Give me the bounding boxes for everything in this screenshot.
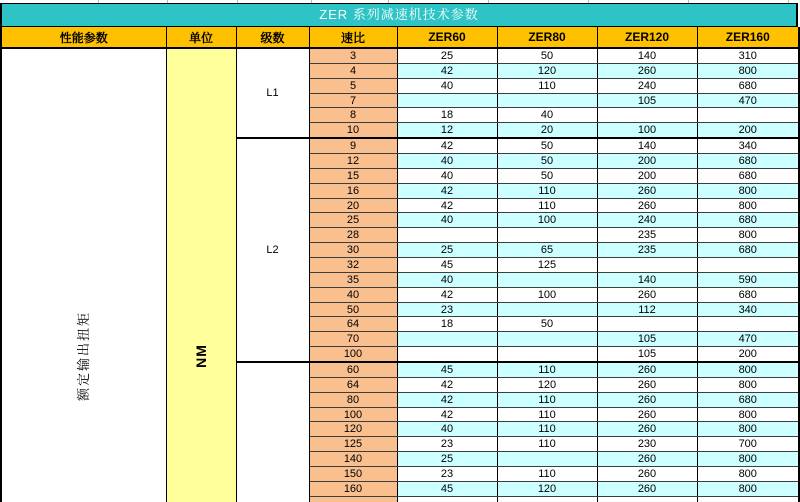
- ratio-cell[interactable]: 20: [309, 198, 397, 213]
- value-cell-ZER120[interactable]: 260: [597, 198, 697, 213]
- value-cell-ZER60[interactable]: 42: [397, 63, 497, 78]
- value-cell-ZER120[interactable]: [597, 258, 697, 273]
- value-cell-ZER60[interactable]: 40: [397, 78, 497, 93]
- ratio-cell[interactable]: 70: [309, 332, 397, 347]
- value-cell-ZER80[interactable]: 110: [497, 437, 597, 452]
- value-cell-ZER60[interactable]: [397, 93, 497, 108]
- ratio-cell[interactable]: 30: [309, 243, 397, 258]
- value-cell-ZER160[interactable]: [697, 317, 799, 332]
- value-cell-ZER80[interactable]: 110: [497, 362, 597, 377]
- value-cell-ZER60[interactable]: 40: [397, 154, 497, 169]
- value-cell-ZER80[interactable]: 120: [497, 481, 597, 496]
- value-cell-ZER80[interactable]: 40: [497, 108, 597, 123]
- ratio-cell[interactable]: 60: [309, 362, 397, 377]
- value-cell-ZER80[interactable]: 120: [497, 63, 597, 78]
- value-cell-ZER120[interactable]: [597, 317, 697, 332]
- value-cell-ZER160[interactable]: 340: [697, 302, 799, 317]
- ratio-cell[interactable]: 100: [309, 347, 397, 362]
- value-cell-ZER60[interactable]: 42: [397, 198, 497, 213]
- value-cell-ZER120[interactable]: 112: [597, 302, 697, 317]
- value-cell-ZER60[interactable]: 42: [397, 183, 497, 198]
- value-cell-ZER60[interactable]: 23: [397, 467, 497, 482]
- ratio-cell[interactable]: 4: [309, 63, 397, 78]
- value-cell-ZER80[interactable]: 50: [497, 138, 597, 153]
- value-cell-ZER120[interactable]: 235: [597, 228, 697, 243]
- ratio-cell[interactable]: 160: [309, 481, 397, 496]
- performance-parameter-cell[interactable]: [1, 48, 166, 502]
- value-cell-ZER160[interactable]: [697, 496, 799, 502]
- value-cell-ZER80[interactable]: 125: [497, 258, 597, 273]
- value-cell-ZER80[interactable]: 120: [497, 377, 597, 392]
- value-cell-ZER60[interactable]: 42: [397, 287, 497, 302]
- value-cell-ZER120[interactable]: 140: [597, 138, 697, 153]
- value-cell-ZER160[interactable]: 680: [697, 243, 799, 258]
- value-cell-ZER80[interactable]: 100: [497, 213, 597, 228]
- ratio-cell[interactable]: 10: [309, 123, 397, 138]
- ratio-cell[interactable]: 5: [309, 78, 397, 93]
- value-cell-ZER160[interactable]: 700: [697, 437, 799, 452]
- value-cell-ZER60[interactable]: 42: [397, 138, 497, 153]
- value-cell-ZER160[interactable]: 470: [697, 93, 799, 108]
- value-cell-ZER60[interactable]: 40: [397, 168, 497, 183]
- value-cell-ZER80[interactable]: [497, 332, 597, 347]
- value-cell-ZER160[interactable]: 800: [697, 467, 799, 482]
- value-cell-ZER160[interactable]: 470: [697, 332, 799, 347]
- value-cell-ZER80[interactable]: 20: [497, 123, 597, 138]
- value-cell-ZER60[interactable]: [397, 228, 497, 243]
- value-cell-ZER120[interactable]: 260: [597, 407, 697, 422]
- value-cell-ZER160[interactable]: 340: [697, 138, 799, 153]
- value-cell-ZER60[interactable]: [397, 347, 497, 362]
- value-cell-ZER80[interactable]: 100: [497, 287, 597, 302]
- value-cell-ZER60[interactable]: 40: [397, 272, 497, 287]
- value-cell-ZER160[interactable]: 200: [697, 123, 799, 138]
- rated-output-torque-label: 额定输出扭矩: [75, 310, 91, 402]
- value-cell-ZER80[interactable]: 50: [497, 48, 597, 63]
- ratio-cell[interactable]: 140: [309, 452, 397, 467]
- ratio-cell[interactable]: 28: [309, 228, 397, 243]
- ratio-cell[interactable]: 9: [309, 138, 397, 153]
- value-cell-ZER160[interactable]: 680: [697, 213, 799, 228]
- ratio-cell[interactable]: 8: [309, 108, 397, 123]
- column-header-ZER160[interactable]: ZER160: [697, 27, 799, 48]
- table-title: ZER 系列减速机技术参数: [0, 3, 798, 27]
- value-cell-ZER160[interactable]: [697, 108, 799, 123]
- value-cell-ZER120[interactable]: 260: [597, 481, 697, 496]
- value-cell-ZER80[interactable]: [497, 272, 597, 287]
- value-cell-ZER120[interactable]: 105: [597, 332, 697, 347]
- ratio-cell[interactable]: 32: [309, 258, 397, 273]
- value-cell-ZER120[interactable]: 260: [597, 392, 697, 407]
- value-cell-ZER120[interactable]: 230: [597, 437, 697, 452]
- value-cell-ZER160[interactable]: 590: [697, 272, 799, 287]
- value-cell-ZER80[interactable]: 50: [497, 168, 597, 183]
- ratio-cell[interactable]: 50: [309, 302, 397, 317]
- value-cell-ZER160[interactable]: 800: [697, 452, 799, 467]
- value-cell-ZER60[interactable]: 18: [397, 108, 497, 123]
- value-cell-ZER60[interactable]: 42: [397, 392, 497, 407]
- value-cell-ZER60[interactable]: 23: [397, 437, 497, 452]
- value-cell-ZER120[interactable]: 105: [597, 93, 697, 108]
- value-cell-ZER80[interactable]: 65: [497, 243, 597, 258]
- value-cell-ZER60[interactable]: 18: [397, 317, 497, 332]
- value-cell-ZER80[interactable]: [497, 452, 597, 467]
- value-cell-ZER120[interactable]: 260: [597, 377, 697, 392]
- value-cell-ZER160[interactable]: 680: [697, 154, 799, 169]
- value-cell-ZER60[interactable]: 45: [397, 362, 497, 377]
- value-cell-ZER120[interactable]: 260: [597, 183, 697, 198]
- value-cell-ZER120[interactable]: 260: [597, 362, 697, 377]
- value-cell-ZER120[interactable]: 200: [597, 154, 697, 169]
- value-cell-ZER60[interactable]: 45: [397, 481, 497, 496]
- value-cell-ZER80[interactable]: [497, 302, 597, 317]
- value-cell-ZER160[interactable]: 200: [697, 347, 799, 362]
- value-cell-ZER160[interactable]: [697, 258, 799, 273]
- value-cell-ZER160[interactable]: 680: [697, 287, 799, 302]
- value-cell-ZER120[interactable]: 235: [597, 243, 697, 258]
- value-cell-ZER80[interactable]: 110: [497, 78, 597, 93]
- ratio-cell[interactable]: 80: [309, 392, 397, 407]
- value-cell-ZER120[interactable]: [597, 496, 697, 502]
- column-header-性能参数[interactable]: 性能参数: [1, 27, 166, 48]
- value-cell-ZER160[interactable]: 680: [697, 78, 799, 93]
- value-cell-ZER120[interactable]: 260: [597, 63, 697, 78]
- value-cell-ZER80[interactable]: 110: [497, 407, 597, 422]
- ratio-cell[interactable]: 64: [309, 317, 397, 332]
- value-cell-ZER60[interactable]: [397, 332, 497, 347]
- value-cell-ZER160[interactable]: 800: [697, 407, 799, 422]
- header-row: [1, 27, 799, 48]
- ratio-cell[interactable]: 16: [309, 183, 397, 198]
- value-cell-ZER80[interactable]: 110: [497, 467, 597, 482]
- value-cell-ZER160[interactable]: 680: [697, 168, 799, 183]
- column-header-ZER80[interactable]: ZER80: [497, 27, 597, 48]
- value-cell-ZER160[interactable]: 800: [697, 481, 799, 496]
- value-cell-ZER120[interactable]: 260: [597, 467, 697, 482]
- value-cell-ZER60[interactable]: [397, 496, 497, 502]
- value-cell-ZER160[interactable]: 680: [697, 392, 799, 407]
- unit-nm-label: NM: [193, 344, 209, 368]
- ratio-cell[interactable]: 100: [309, 407, 397, 422]
- value-cell-ZER160[interactable]: 800: [697, 362, 799, 377]
- value-cell-ZER120[interactable]: [597, 108, 697, 123]
- column-header-单位[interactable]: 单位: [166, 27, 236, 48]
- stage-cell-L1[interactable]: L1: [236, 48, 309, 138]
- value-cell-ZER60[interactable]: 45: [397, 258, 497, 273]
- ratio-cell[interactable]: 125: [309, 437, 397, 452]
- ratio-cell[interactable]: 12: [309, 154, 397, 169]
- value-cell-ZER120[interactable]: 240: [597, 78, 697, 93]
- ratio-cell[interactable]: 25: [309, 213, 397, 228]
- value-cell-ZER80[interactable]: 110: [497, 183, 597, 198]
- value-cell-ZER80[interactable]: [497, 347, 597, 362]
- value-cell-ZER120[interactable]: 140: [597, 272, 697, 287]
- value-cell-ZER160[interactable]: 310: [697, 48, 799, 63]
- ratio-cell[interactable]: 120: [309, 422, 397, 437]
- value-cell-ZER60[interactable]: 42: [397, 377, 497, 392]
- ratio-cell[interactable]: 40: [309, 287, 397, 302]
- column-header-ZER60[interactable]: ZER60: [397, 27, 497, 48]
- unit-cell[interactable]: [166, 48, 236, 502]
- ratio-cell[interactable]: 150: [309, 467, 397, 482]
- ratio-cell[interactable]: 15: [309, 168, 397, 183]
- value-cell-ZER160[interactable]: 800: [697, 63, 799, 78]
- value-cell-ZER60[interactable]: 40: [397, 422, 497, 437]
- value-cell-ZER60[interactable]: 25: [397, 452, 497, 467]
- table-row: [1, 48, 799, 63]
- value-cell-ZER120[interactable]: 200: [597, 168, 697, 183]
- value-cell-ZER160[interactable]: 800: [697, 198, 799, 213]
- value-cell-ZER60[interactable]: 25: [397, 243, 497, 258]
- value-cell-ZER80[interactable]: 110: [497, 422, 597, 437]
- value-cell-ZER160[interactable]: 800: [697, 422, 799, 437]
- value-cell-ZER120[interactable]: 105: [597, 347, 697, 362]
- value-cell-ZER60[interactable]: 23: [397, 302, 497, 317]
- value-cell-ZER60[interactable]: 42: [397, 407, 497, 422]
- value-cell-ZER60[interactable]: 40: [397, 213, 497, 228]
- ratio-cell[interactable]: 35: [309, 272, 397, 287]
- value-cell-ZER160[interactable]: 800: [697, 183, 799, 198]
- value-cell-ZER120[interactable]: 260: [597, 287, 697, 302]
- value-cell-ZER160[interactable]: 800: [697, 228, 799, 243]
- value-cell-ZER120[interactable]: 260: [597, 452, 697, 467]
- value-cell-ZER80[interactable]: 50: [497, 317, 597, 332]
- value-cell-ZER80[interactable]: 110: [497, 392, 597, 407]
- column-header-速比[interactable]: 速比: [309, 27, 397, 48]
- value-cell-ZER120[interactable]: 100: [597, 123, 697, 138]
- ratio-cell[interactable]: 3: [309, 48, 397, 63]
- value-cell-ZER80[interactable]: [497, 93, 597, 108]
- stage-cell-L3[interactable]: [236, 362, 309, 502]
- value-cell-ZER80[interactable]: 50: [497, 154, 597, 169]
- value-cell-ZER80[interactable]: [497, 496, 597, 502]
- value-cell-ZER80[interactable]: 110: [497, 198, 597, 213]
- stage-cell-L2[interactable]: L2: [236, 138, 309, 362]
- value-cell-ZER120[interactable]: 240: [597, 213, 697, 228]
- column-header-ZER120[interactable]: ZER120: [597, 27, 697, 48]
- parameters-table: [0, 27, 800, 502]
- value-cell-ZER160[interactable]: 800: [697, 377, 799, 392]
- value-cell-ZER120[interactable]: 260: [597, 422, 697, 437]
- value-cell-ZER80[interactable]: [497, 228, 597, 243]
- ratio-cell[interactable]: 7: [309, 93, 397, 108]
- ratio-cell[interactable]: 64: [309, 377, 397, 392]
- value-cell-ZER60[interactable]: 12: [397, 123, 497, 138]
- value-cell-ZER60[interactable]: 25: [397, 48, 497, 63]
- ratio-cell[interactable]: [309, 496, 397, 502]
- value-cell-ZER120[interactable]: 140: [597, 48, 697, 63]
- column-header-级数[interactable]: 级数: [236, 27, 309, 48]
